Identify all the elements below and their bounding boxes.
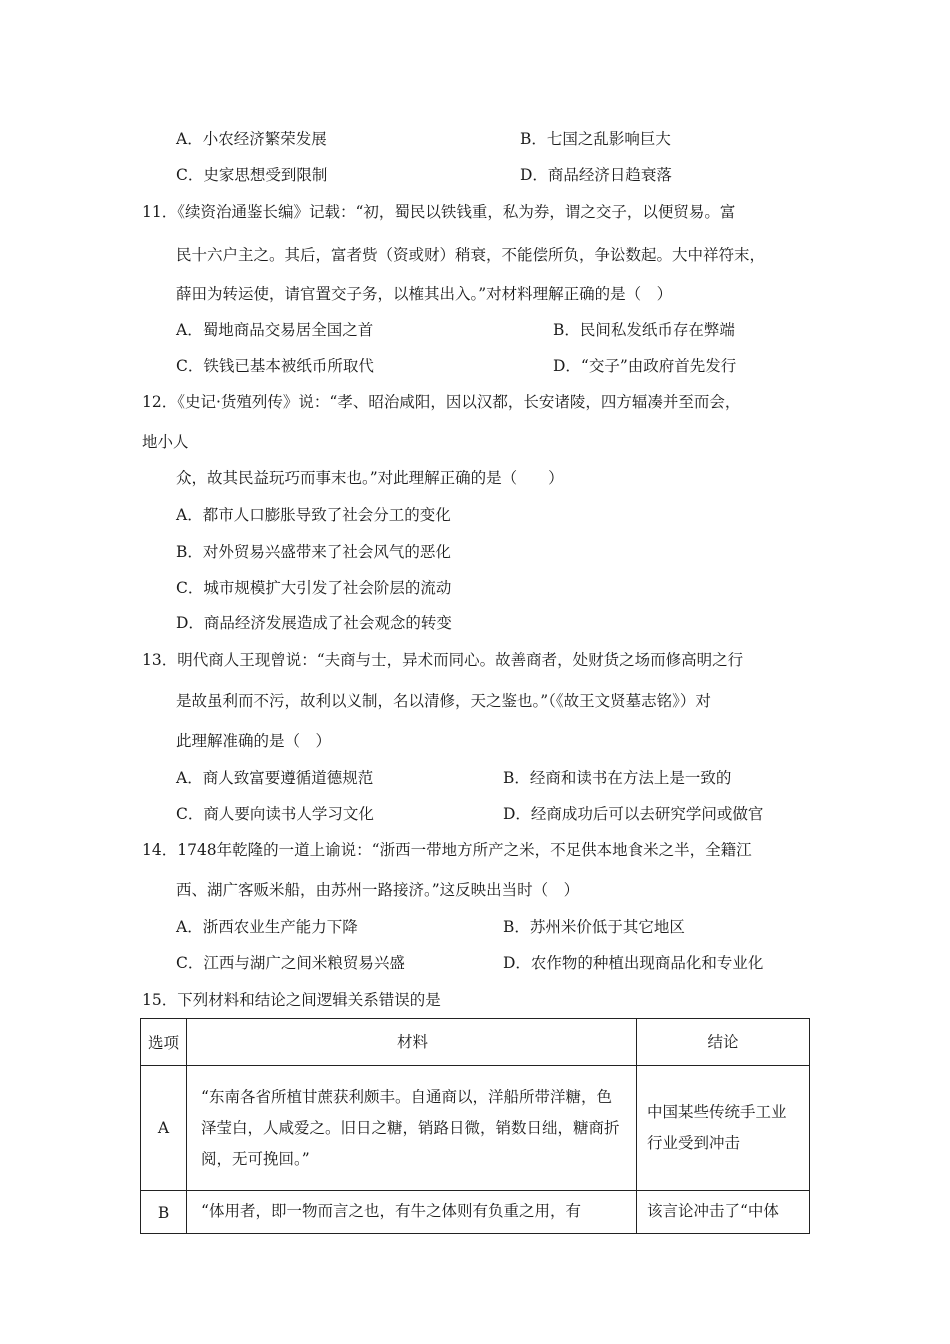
q12-stem-line1: 12．《史记·货殖列传》说：“孝、昭治咸阳，因以汉都，长安诸陵，四方辐凑并至而会，: [142, 393, 741, 411]
q14-option-d: D．农作物的种植出现商品化和专业化: [503, 954, 764, 972]
row-material: “体用者，即一物而言之也，有牛之体则有负重之用，有: [187, 1191, 637, 1234]
row-conclusion: 中国某些传统手工业行业受到冲击: [636, 1066, 809, 1191]
q15-stem: 15．下列材料和结论之间逻辑关系错误的是: [142, 991, 441, 1009]
q11-option-d: D．“交子”由政府首先发行: [553, 357, 737, 375]
q11-stem-line1: 11．《续资治通鉴长编》记载：“初，蜀民以铁钱重，私为券，谓之交子，以便贸易。富: [142, 203, 736, 221]
q12-option-b: B．对外贸易兴盛带来了社会风气的恶化: [176, 543, 451, 561]
header-option: 选项: [141, 1019, 187, 1066]
row-material: “东南各省所植甘蔗获利颇丰。自通商以，洋船所带洋糖，色泽莹白，人咸爱之。旧日之糖，销路日微，销数日绌，糖商折阅，无可挽回。”: [187, 1066, 637, 1191]
row-option: B: [141, 1191, 187, 1234]
row-option: A: [141, 1066, 187, 1191]
q12-stem-line2: 地小人: [142, 433, 189, 451]
header-material: 材料: [187, 1019, 637, 1066]
q12-option-d: D．商品经济发展造成了社会观念的转变: [176, 614, 452, 632]
q14-stem-line2: 西、湖广客贩米船，由苏州一路接济。”这反映出当时（ ）: [176, 881, 580, 899]
q10-option-b: B．七国之乱影响巨大: [520, 130, 671, 148]
header-conclusion: 结论: [636, 1019, 809, 1066]
q11-option-b: B．民间私发纸币存在弊端: [553, 321, 735, 339]
q11-stem-line2: 民十六户主之。其后，富者赀（资或财）稍衰，不能偿所负，争讼数起。大中祥符末，: [176, 246, 766, 264]
q11-option-c: C．铁钱已基本被纸币所取代: [176, 357, 374, 375]
q13-option-b: B．经商和读书在方法上是一致的: [503, 769, 732, 787]
table-header-row: [141, 1019, 810, 1066]
q12-option-c: C．城市规模扩大引发了社会阶层的流动: [176, 579, 452, 597]
q13-stem-line1: 13．明代商人王现曾说：“夫商与士，异术而同心。故善商者，处财货之场而修高明之行: [142, 651, 744, 669]
q13-option-a: A．商人致富要遵循道德规范: [176, 769, 374, 787]
table-row: [141, 1066, 810, 1191]
row-conclusion: 该言论冲击了“中体: [636, 1191, 809, 1234]
q11-option-a: A．蜀地商品交易居全国之首: [176, 321, 374, 339]
q14-option-c: C．江西与湖广之间米粮贸易兴盛: [176, 954, 405, 972]
q11-stem-line3: 薛田为转运使，请官置交子务，以榷其出入。”对材料理解正确的是（ ）: [176, 285, 673, 303]
table-row: [141, 1191, 810, 1234]
q10-option-c: C．史家思想受到限制: [176, 166, 328, 184]
q12-option-a: A．都市人口膨胀导致了社会分工的变化: [176, 506, 451, 524]
q13-option-d: D．经商成功后可以去研究学问或做官: [503, 805, 764, 823]
q13-option-c: C．商人要向读书人学习文化: [176, 805, 374, 823]
q10-option-a: A．小农经济繁荣发展: [176, 130, 327, 148]
q14-option-b: B．苏州米价低于其它地区: [503, 918, 685, 936]
q14-stem-line1: 14．1748年乾隆的一道上谕说：“浙西一带地方所产之米，不足供本地食米之半，全籍江: [142, 841, 752, 859]
q12-stem-line3: 众，故其民益玩巧而事末也。”对此理解正确的是（ ）: [176, 469, 564, 487]
q15-table: [140, 1018, 810, 1234]
q14-option-a: A．浙西农业生产能力下降: [176, 918, 358, 936]
q13-stem-line2: 是故虽利而不污，故利以义制，名以清修，天之鉴也。”（《故王文贤墓志铭》）对: [176, 692, 711, 710]
q10-option-d: D．商品经济日趋衰落: [520, 166, 672, 184]
q13-stem-line3: 此理解准确的是（ ）: [176, 732, 332, 750]
